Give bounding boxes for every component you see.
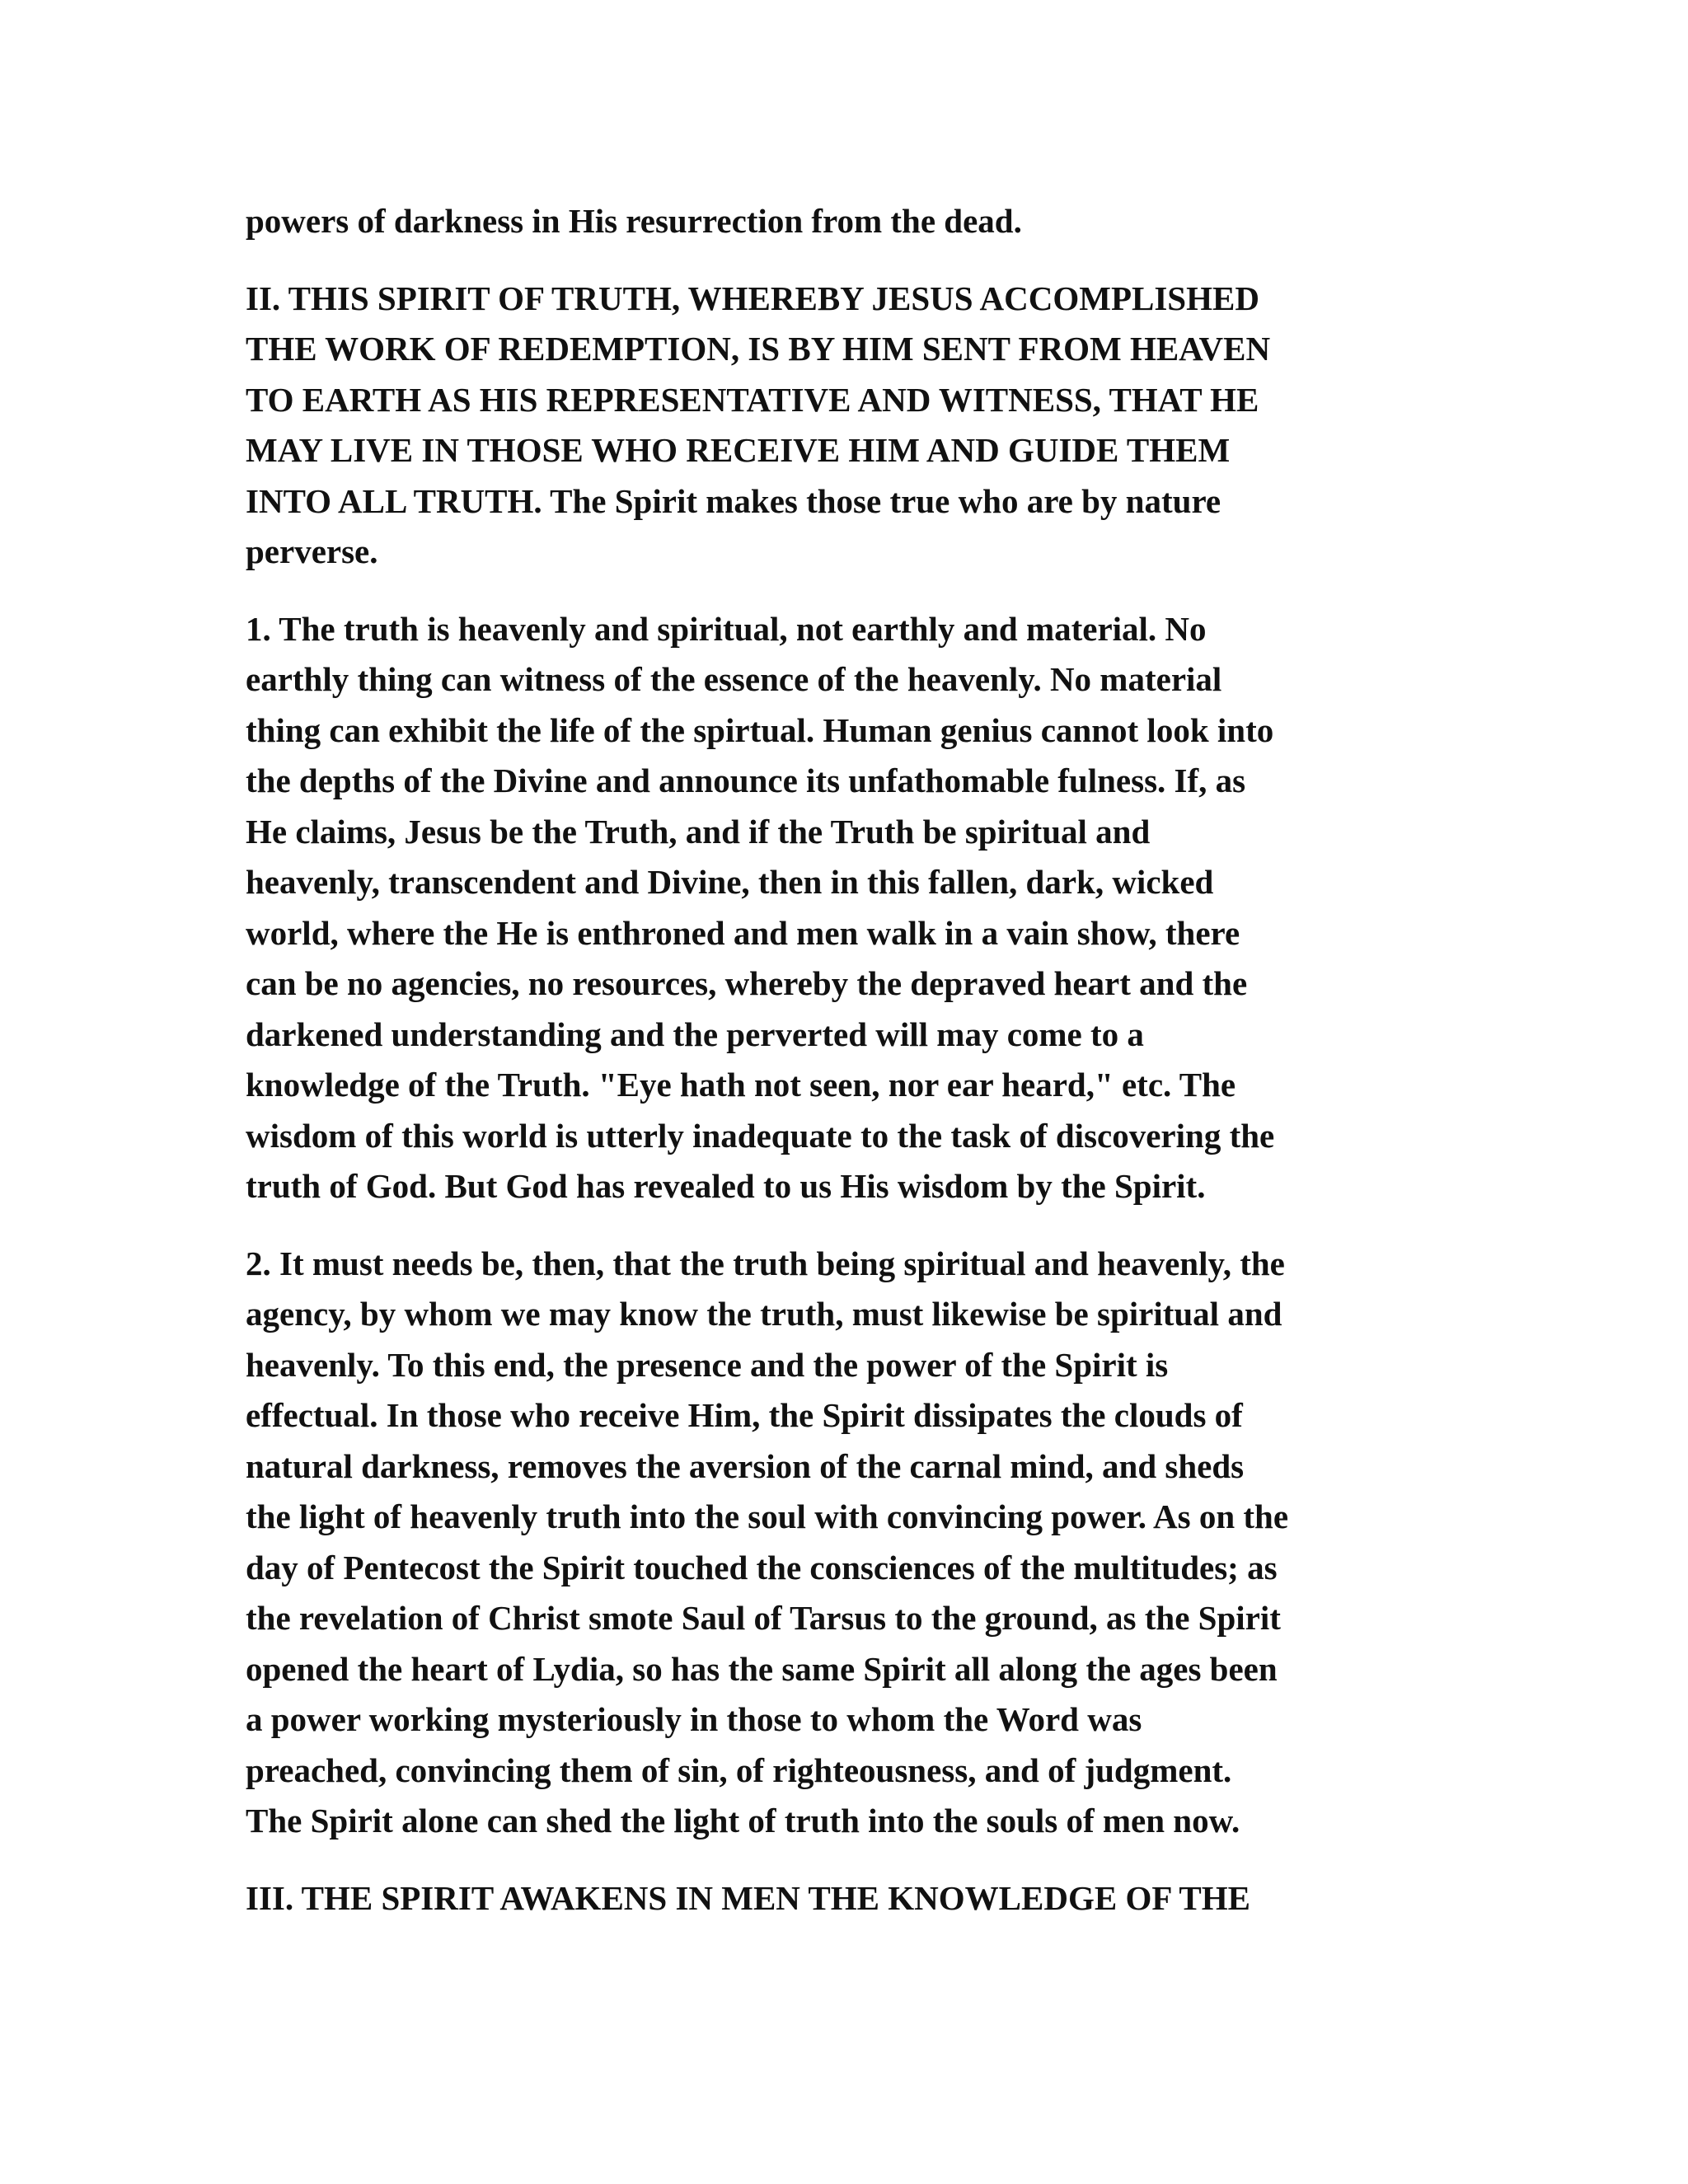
paragraph-gap xyxy=(246,578,1432,604)
text-line: the revelation of Christ smote Saul of Tarsus to the ground, as the Spirit xyxy=(246,1599,1281,1637)
text-line: The Spirit alone can shed the light of truth into the souls of men now. xyxy=(246,1802,1240,1840)
text-line: truth of God. But God has revealed to us His wisdom by the Spirit. xyxy=(246,1167,1206,1205)
text-line: 2. It must needs be, then, that the truth being spiritual and heavenly, the xyxy=(246,1244,1285,1282)
paragraph-section-ii xyxy=(246,274,1432,578)
text-line: effectual. In those who receive Him, the Spirit dissipates the clouds of xyxy=(246,1396,1243,1434)
text-line: III. THE SPIRIT AWAKENS IN MEN THE KNOWLEDGE OF THE xyxy=(246,1878,1250,1917)
paragraph-point-1 xyxy=(246,604,1432,1212)
text-line: the light of heavenly truth into the soul with convincing power. As on the xyxy=(246,1497,1289,1535)
paragraph-point-2 xyxy=(246,1239,1432,1847)
paragraph-section-iii xyxy=(246,1873,1432,1924)
text-line: earthly thing can witness of the essence of the heavenly. No material xyxy=(246,660,1222,698)
text-line: heavenly, transcendent and Divine, then in this fallen, dark, wicked xyxy=(246,863,1214,901)
text-line: the depths of the Divine and announce its unfathomable fulness. If, as xyxy=(246,762,1246,799)
text-line: 1. The truth is heavenly and spiritual, not earthly and material. No xyxy=(246,609,1207,648)
text-line: a power working mysteriously in those to whom the Word was xyxy=(246,1700,1142,1738)
text-line: world, where the He is enthroned and men walk in a vain show, there xyxy=(246,913,1240,952)
text-line: thing can exhibit the life of the spirtual. Human genius cannot look into xyxy=(246,710,1274,749)
text-line: TO EARTH AS HIS REPRESENTATIVE AND WITNESS, THAT HE xyxy=(246,380,1259,419)
text-line: INTO ALL TRUTH. The Spirit makes those true who are by nature xyxy=(246,481,1221,520)
text-line: opened the heart of Lydia, so has the same Spirit all along the ages been xyxy=(246,1649,1278,1688)
text-line: He claims, Jesus be the Truth, and if the Truth be spiritual and xyxy=(246,812,1151,851)
text-line: heavenly. To this end, the presence and the power of the Spirit is xyxy=(246,1345,1169,1384)
text-line: wisdom of this world is utterly inadequate to the task of discovering the xyxy=(246,1116,1275,1155)
text-line: can be no agencies, no resources, whereby the depraved heart and the xyxy=(246,964,1248,1002)
text-line: perverse. xyxy=(246,532,378,570)
paragraph-gap xyxy=(246,247,1432,274)
paragraph-continuation xyxy=(246,196,1432,247)
document-body xyxy=(246,196,1432,1924)
text-line: preached, convincing them of sin, of righteousness, and of judgment. xyxy=(246,1750,1232,1789)
text-line: MAY LIVE IN THOSE WHO RECEIVE HIM AND GUIDE THEM xyxy=(246,431,1231,469)
text-line: natural darkness, removes the aversion of the carnal mind, and sheds xyxy=(246,1446,1245,1485)
paragraph-gap xyxy=(246,1847,1432,1873)
text-line: agency, by whom we may know the truth, must likewise be spiritual and xyxy=(246,1295,1282,1333)
text-line: powers of darkness in His resurrection from the dead. xyxy=(246,202,1022,240)
text-line: THE WORK OF REDEMPTION, IS BY HIM SENT FROM HEAVEN xyxy=(246,330,1271,368)
text-line: darkened understanding and the perverted will may come to a xyxy=(246,1015,1144,1053)
text-line: day of Pentecost the Spirit touched the consciences of the multitudes; as xyxy=(246,1548,1278,1586)
paragraph-gap xyxy=(246,1212,1432,1239)
text-line: II. THIS SPIRIT OF TRUTH, WHEREBY JESUS ACCOMPLISHED xyxy=(246,279,1259,317)
text-line: knowledge of the Truth. "Eye hath not seen, nor ear heard," etc. The xyxy=(246,1066,1236,1104)
